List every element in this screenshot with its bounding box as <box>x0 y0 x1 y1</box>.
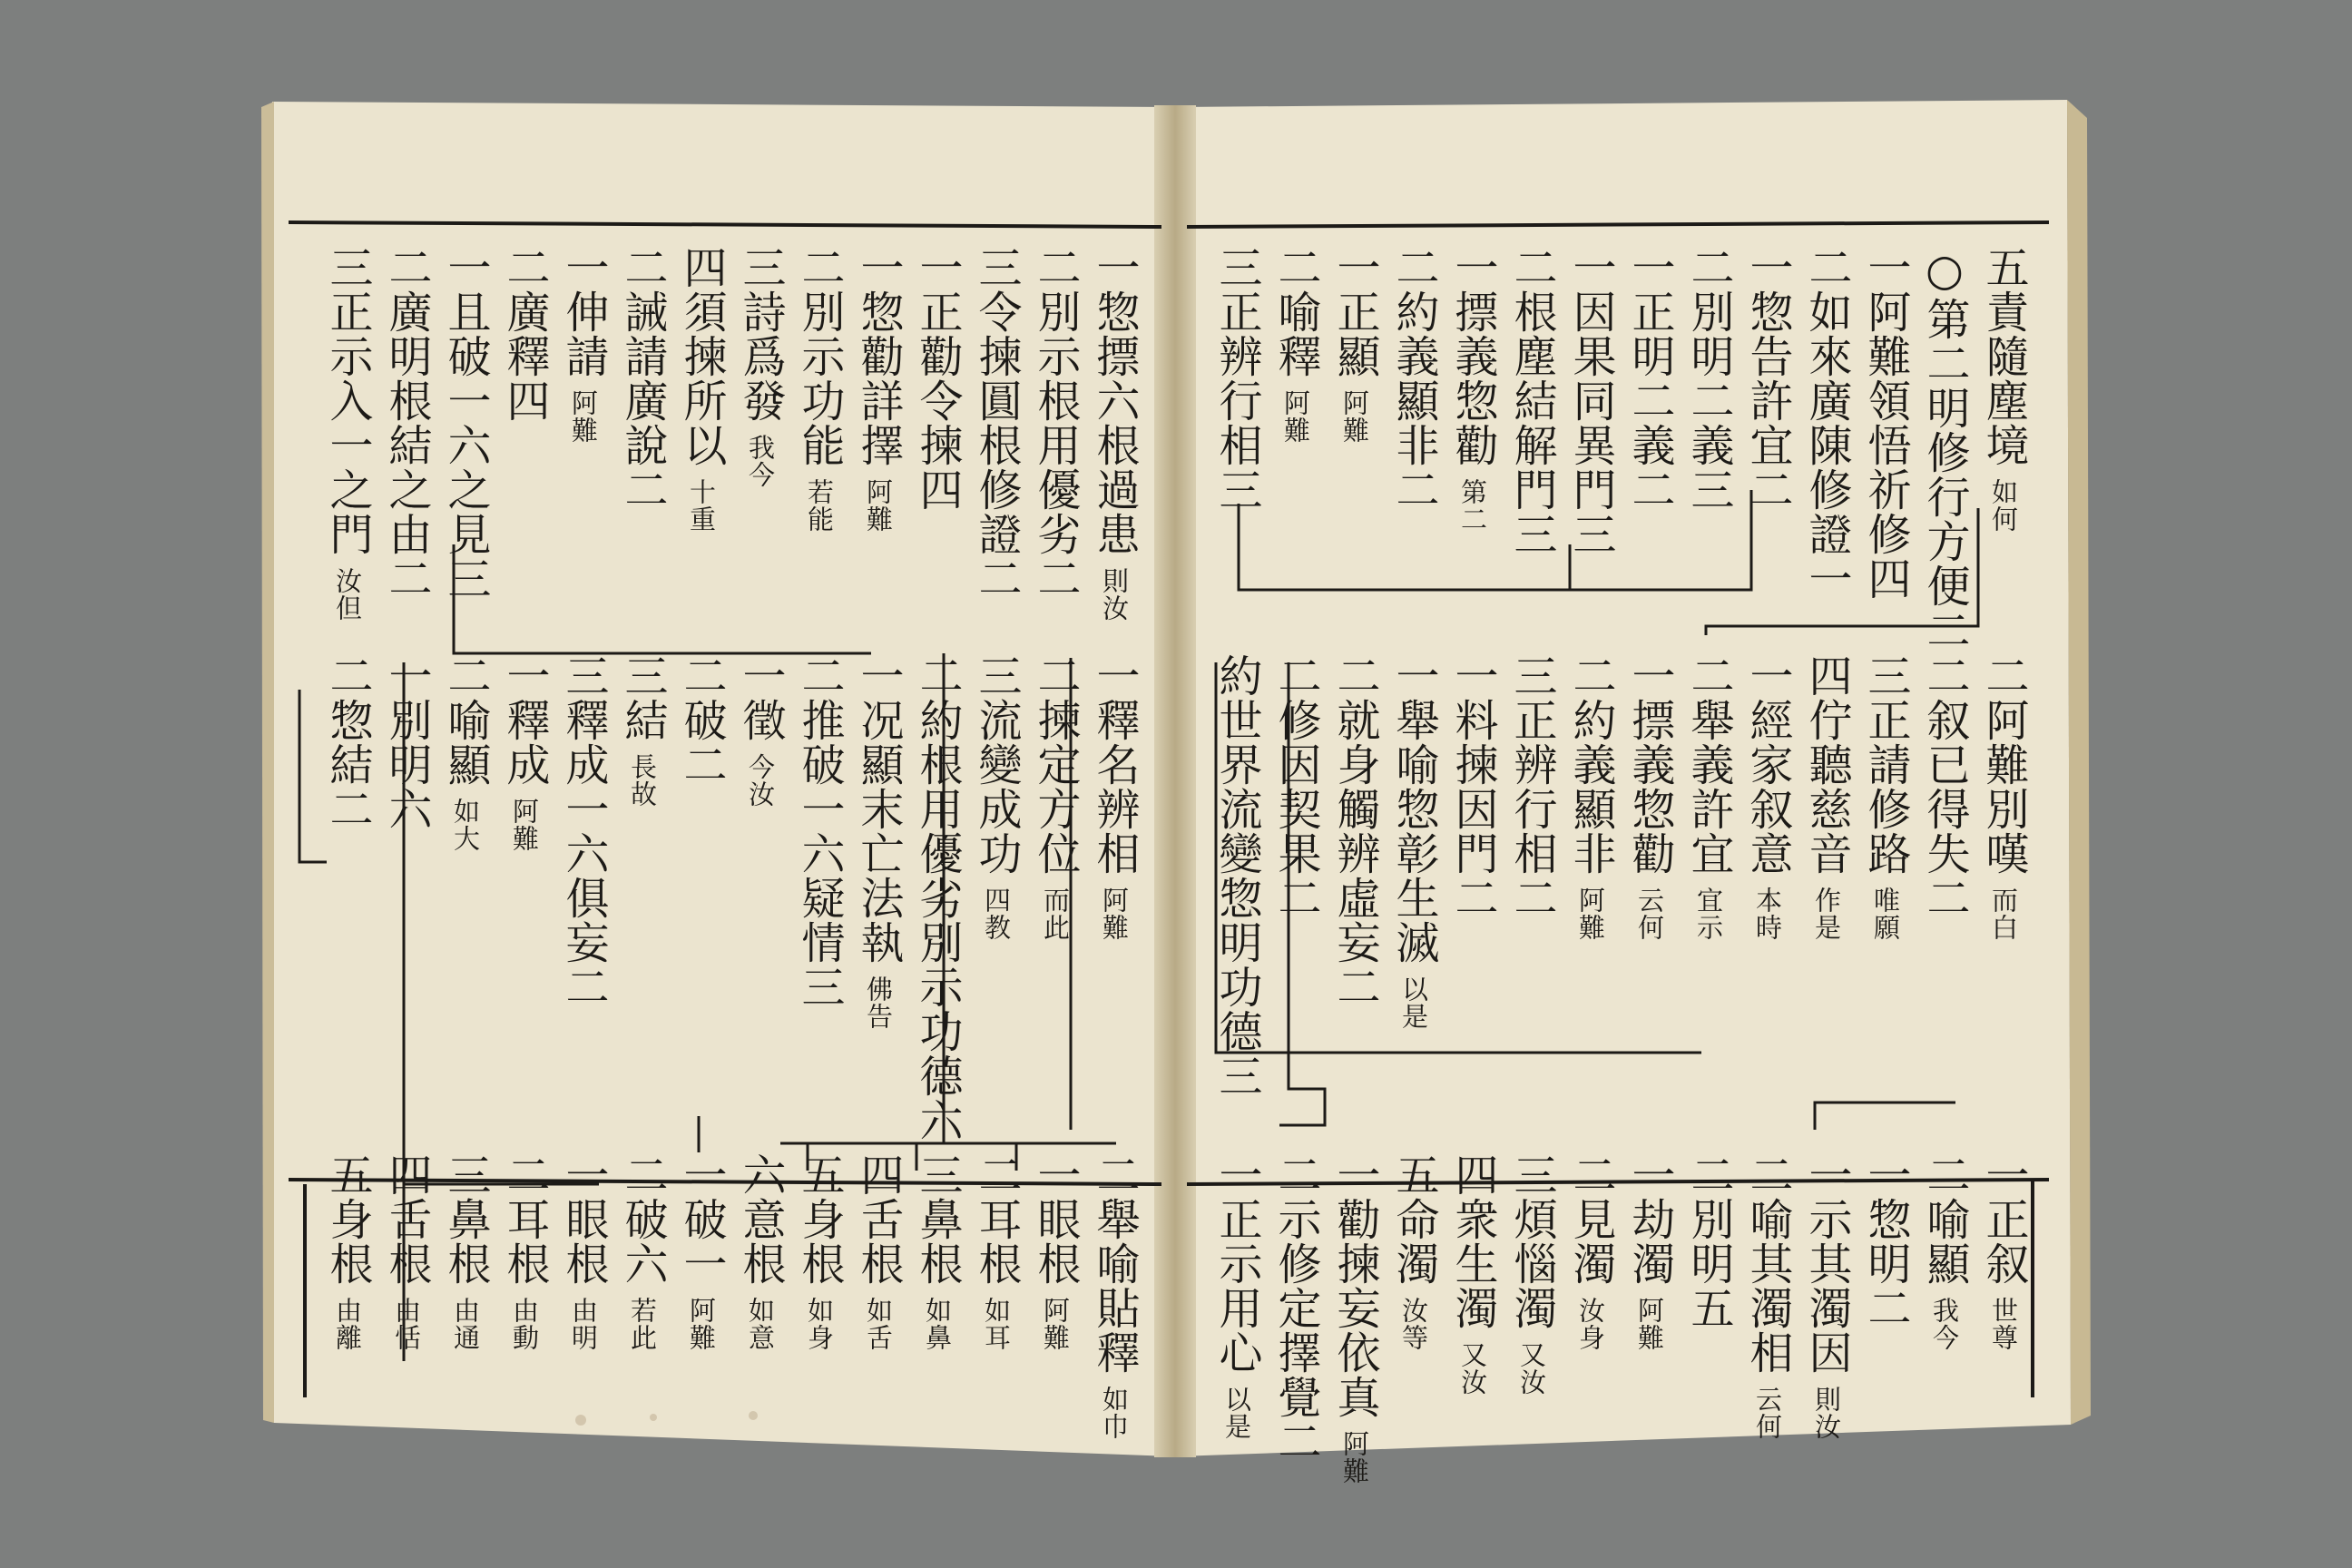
left-page-section-2-col-10 <box>558 653 609 1009</box>
entry-text: 三鼻根 <box>912 1152 963 1286</box>
left-page-section-3-col-13 <box>381 1152 432 1351</box>
entry-text: 五命濁 <box>1388 1152 1439 1286</box>
right-page-section-2-col-7 <box>1624 653 1675 941</box>
left-page-section-2-col-1 <box>1089 653 1140 941</box>
entry-text: 一劫濁 <box>1624 1152 1675 1286</box>
left-page-section-3-col-14 <box>322 1152 373 1351</box>
entry-note: 由動 <box>509 1297 540 1351</box>
page-edge-right <box>2067 100 2091 1425</box>
entry-text: 二惣結二 <box>322 653 373 831</box>
right-page-section-3-col-13 <box>1270 1152 1321 1464</box>
left-page-section-2-col-5 <box>853 653 904 1030</box>
entry-text: 二揀定方位 <box>1030 653 1081 876</box>
left-page-section-3-col-10 <box>558 1152 609 1351</box>
entry-text: 一正叙 <box>1978 1152 2029 1286</box>
entry-text: 一勸揀妄依真 <box>1329 1152 1380 1419</box>
left-page-section-3-col-3 <box>971 1152 1022 1351</box>
entry-text: 一惣摽六根過患 <box>1089 245 1140 556</box>
entry-note: 若能 <box>804 478 835 533</box>
entry-text: 四衆生濁 <box>1447 1152 1498 1330</box>
right-page-section-1-col-3 <box>1860 245 1911 601</box>
entry-text: 一釋成 <box>499 653 550 787</box>
entry-text: 一惣勸詳擇 <box>853 245 904 467</box>
entry-note: 以是 <box>1221 1386 1252 1440</box>
entry-text: 二如來廣陳修證一 <box>1801 245 1852 601</box>
entry-text: 一舉喻惣彰生滅 <box>1388 653 1439 965</box>
entry-text: 五責隨塵境 <box>1978 245 2029 467</box>
left-page-section-1-col-9 <box>617 245 668 512</box>
left-page-section-2-col-14 <box>322 653 373 831</box>
left-page-section-2-col-13 <box>381 653 432 831</box>
entry-note: 阿難 <box>1339 389 1370 444</box>
entry-text: 一正勸令揀四 <box>912 245 963 512</box>
left-page-section-1-col-14 <box>322 245 373 622</box>
left-page-section-3-col-5 <box>853 1152 904 1351</box>
entry-text: 一况顯末亡法執 <box>853 653 904 965</box>
left-page-section-2-col-7 <box>735 653 786 808</box>
right-page-section-3-col-1 <box>1978 1152 2029 1351</box>
entry-note: 唯願 <box>1870 887 1901 941</box>
entry-note: 如意 <box>745 1297 776 1351</box>
right-page-section-1-col-14 <box>1211 245 1262 512</box>
entry-text: 二舉喻貼釋 <box>1089 1152 1140 1375</box>
entry-text: 三正示入一之門 <box>322 245 373 556</box>
right-page-section-2-col-14 <box>1211 653 1262 1098</box>
left-page-section-3-col-9 <box>617 1152 668 1351</box>
entry-note: 十重 <box>686 478 717 533</box>
entry-text: 一經家叙意 <box>1742 653 1793 876</box>
entry-text: 三流變成功 <box>971 653 1022 876</box>
right-page-section-1-col-4 <box>1801 245 1852 601</box>
entry-note: 阿難 <box>509 798 540 852</box>
entry-text: 一且破一六之見三 <box>440 245 491 601</box>
entry-text: 二廣明根結之由二 <box>381 245 432 601</box>
right-page-section-2-col-2 <box>1919 653 1970 920</box>
left-page-section-1-col-12 <box>440 245 491 601</box>
entry-text: 四舌根 <box>853 1152 904 1286</box>
left-page-section-2-col-9 <box>617 653 668 808</box>
entry-note: 由通 <box>450 1297 481 1351</box>
left-page-section-3-col-7 <box>735 1152 786 1351</box>
entry-note: 阿難 <box>1099 887 1130 941</box>
right-page-section-3-col-5 <box>1742 1152 1793 1440</box>
entry-text: 一正明二義二 <box>1624 245 1675 512</box>
entry-note: 我今 <box>745 434 776 488</box>
left-page-section-3-col-2 <box>1030 1152 1081 1351</box>
entry-note: 如身 <box>804 1297 835 1351</box>
right-page-section-2-col-3 <box>1860 653 1911 941</box>
entry-note: 我今 <box>1929 1297 1960 1351</box>
left-page-section-1-col-1 <box>1089 245 1140 622</box>
right-page-section-1-col-11 <box>1388 245 1439 512</box>
entry-note: 阿難 <box>686 1297 717 1351</box>
right-page-section-3-col-6 <box>1683 1152 1734 1330</box>
entry-note: 云何 <box>1634 887 1665 941</box>
entry-note: 阿難 <box>1575 887 1606 941</box>
left-page-section-3-col-6 <box>794 1152 845 1351</box>
entry-note: 汝但 <box>332 567 363 622</box>
entry-text: 二喻顯 <box>440 653 491 787</box>
entry-text: 一正示用心 <box>1211 1152 1262 1375</box>
right-page-section-1-col-10 <box>1447 245 1498 533</box>
entry-text: 一伸請 <box>558 245 609 378</box>
right-page-section-3-col-7 <box>1624 1152 1675 1351</box>
entry-text: 一因果同異門三 <box>1565 245 1616 556</box>
right-page-section-3-col-11 <box>1388 1152 1439 1351</box>
entry-note: 汝身 <box>1575 1297 1606 1351</box>
entry-note: 佛告 <box>863 975 894 1030</box>
right-page-section-3-col-4 <box>1801 1152 1852 1440</box>
left-page-section-3-col-12 <box>440 1152 491 1351</box>
entry-text: 四舌根 <box>381 1152 432 1286</box>
entry-note: 長故 <box>627 753 658 808</box>
entry-text: 二見濁 <box>1565 1152 1616 1286</box>
entry-note: 如舌 <box>863 1297 894 1351</box>
right-page-section-3-col-12 <box>1329 1152 1380 1485</box>
left-page-section-3-col-11 <box>499 1152 550 1351</box>
left-page-section-1-col-10 <box>558 245 609 444</box>
entry-text: 二喻釋 <box>1270 245 1321 378</box>
entry-text: 二約義顯非二 <box>1388 245 1439 512</box>
entry-note: 如大 <box>450 798 481 852</box>
entry-text: 一摽義惣勸 <box>1447 245 1498 467</box>
right-page-section-2-col-13 <box>1270 653 1321 920</box>
entry-text: 三令揀圓根修證二 <box>971 245 1022 601</box>
right-page-section-2-col-10 <box>1447 653 1498 920</box>
right-page-section-1-col-9 <box>1506 245 1557 556</box>
left-page-section-2-col-6 <box>794 653 845 1009</box>
right-page-section-3-col-9 <box>1506 1152 1557 1396</box>
left-page-section-1-col-13 <box>381 245 432 601</box>
entry-text: 三煩惱濁 <box>1506 1152 1557 1330</box>
left-page-section-1-col-5 <box>853 245 904 533</box>
entry-text: 一別明六 <box>381 653 432 831</box>
entry-text: 二別明二義三 <box>1683 245 1734 512</box>
right-page-section-1-col-13 <box>1270 245 1321 444</box>
entry-note: 如耳 <box>981 1297 1012 1351</box>
entry-note: 作是 <box>1811 887 1842 941</box>
entry-text: 二耳根 <box>499 1152 550 1286</box>
left-page-section-2-col-8 <box>676 653 727 787</box>
entry-text: 五身根 <box>322 1152 373 1286</box>
left-page-section-1-col-3 <box>971 245 1022 601</box>
entry-text: 二別示根用優劣二 <box>1030 245 1081 601</box>
entry-note: 阿難 <box>1339 1430 1370 1485</box>
gutter <box>1154 105 1196 1457</box>
entry-note: 如何 <box>1988 478 2019 533</box>
entry-note: 四教 <box>981 887 1012 941</box>
left-page-section-2-col-4 <box>912 653 963 1142</box>
right-page-section-3-col-2 <box>1919 1152 1970 1351</box>
entry-text: 一摽義惣勸 <box>1624 653 1675 876</box>
entry-text: 一釋名辨相 <box>1089 653 1140 876</box>
entry-text: 三正辨行相二 <box>1506 653 1557 920</box>
entry-note: 世尊 <box>1988 1297 2019 1351</box>
entry-text: 一破一 <box>676 1152 727 1286</box>
entry-text: 二別示功能 <box>794 245 845 467</box>
right-page-section-1-col-8 <box>1565 245 1616 556</box>
entry-text: 二就身觸辨虛妄二 <box>1329 653 1380 1009</box>
entry-text: 一正顯 <box>1329 245 1380 378</box>
left-page-section-3-col-4 <box>912 1152 963 1351</box>
entry-text: 二喻其濁相 <box>1742 1152 1793 1375</box>
right-page-section-1-col-1 <box>1978 245 2029 533</box>
entry-text: 三詩爲發 <box>735 245 786 423</box>
right-page-section-1-col-7 <box>1624 245 1675 512</box>
entry-text: 一料揀因門二 <box>1447 653 1498 920</box>
right-page-section-2-col-9 <box>1506 653 1557 920</box>
entry-text: 二約義顯非 <box>1565 653 1616 876</box>
entry-note: 今汝 <box>745 753 776 808</box>
entry-text: 三正請修路 <box>1860 653 1911 876</box>
entry-note: 阿難 <box>1634 1297 1665 1351</box>
entry-text: 三鼻根 <box>440 1152 491 1286</box>
entry-note: 阿難 <box>863 478 894 533</box>
right-page-section-1-col-6 <box>1683 245 1734 512</box>
entry-text: 二誡請廣說二 <box>617 245 668 512</box>
right-page-section-3-col-14 <box>1211 1152 1262 1440</box>
entry-note: 以是 <box>1398 975 1429 1030</box>
entry-text: 二別明五 <box>1683 1152 1734 1330</box>
entry-text: 二推破一六疑情三 <box>794 653 845 1009</box>
entry-text: 二根塵結解門三 <box>1506 245 1557 556</box>
entry-text: 二喻顯 <box>1919 1152 1970 1286</box>
entry-note: 本時 <box>1752 887 1783 941</box>
right-page-section-2-col-8 <box>1565 653 1616 941</box>
entry-note: 若此 <box>627 1297 658 1351</box>
entry-text: 二破六 <box>617 1152 668 1286</box>
entry-note: 汝等 <box>1398 1297 1429 1351</box>
entry-note: 而白 <box>1988 887 2019 941</box>
left-page-section-1-col-4 <box>912 245 963 512</box>
entry-note: 宜示 <box>1693 887 1724 941</box>
left-page-section-2-col-2 <box>1030 653 1081 941</box>
entry-text: 四須揀所以 <box>676 245 727 467</box>
entry-note: 如巾 <box>1099 1386 1130 1440</box>
right-page-section-2-col-4 <box>1801 653 1852 941</box>
entry-text: 約世界流變惣明功德三 <box>1211 653 1262 1098</box>
entry-note: 由恬 <box>391 1297 422 1351</box>
entry-text: 五身根 <box>794 1152 845 1286</box>
entry-text: 二破二 <box>676 653 727 787</box>
entry-text: ○第二明修行方便二 <box>1919 245 1970 652</box>
entry-text: 四佇聽慈音 <box>1801 653 1852 876</box>
entry-text: 二約根用優劣別示功德六 <box>912 653 963 1142</box>
left-page-section-2-col-3 <box>971 653 1022 941</box>
entry-text: 二阿難別嘆 <box>1978 653 2029 876</box>
entry-note: 由明 <box>568 1297 599 1351</box>
page-edge-left <box>261 102 274 1423</box>
entry-text: 六意根 <box>735 1152 786 1286</box>
right-page-section-2-col-1 <box>1978 653 2029 941</box>
entry-note: 則汝 <box>1811 1386 1842 1440</box>
entry-note: 云何 <box>1752 1386 1783 1440</box>
right-page-section-3-col-3 <box>1860 1152 1911 1330</box>
left-page-section-3-col-1 <box>1089 1152 1140 1440</box>
right-page-section-2-col-6 <box>1683 653 1734 941</box>
right-page-section-3-col-10 <box>1447 1152 1498 1396</box>
entry-text: 一徵 <box>735 653 786 742</box>
entry-text: 二耳根 <box>971 1152 1022 1286</box>
right-page-section-1-col-12 <box>1329 245 1380 444</box>
entry-text: 二廣釋四 <box>499 245 550 423</box>
entry-note: 第二 <box>1457 478 1488 533</box>
right-page-section-1-col-5 <box>1742 245 1793 512</box>
right-page-section-3-col-8 <box>1565 1152 1616 1351</box>
left-page-section-1-col-2 <box>1030 245 1081 601</box>
entry-text: 一眼根 <box>558 1152 609 1286</box>
right-page-section-2-col-12 <box>1329 653 1380 1009</box>
right-page-section-1-col-2 <box>1919 245 1970 652</box>
entry-note: 又汝 <box>1516 1341 1547 1396</box>
left-page-section-2-col-11 <box>499 653 550 852</box>
left-page-section-1-col-8 <box>676 245 727 533</box>
entry-text: 一惣告許宜二 <box>1742 245 1793 512</box>
entry-text: 一阿難領悟祈修四 <box>1860 245 1911 601</box>
entry-note: 而此 <box>1040 887 1071 941</box>
left-page-section-2-col-12 <box>440 653 491 852</box>
entry-note: 如鼻 <box>922 1297 953 1351</box>
entry-text: 二叙已得失二 <box>1919 653 1970 920</box>
left-page-section-3-col-8 <box>676 1152 727 1351</box>
entry-text: 一示其濁因 <box>1801 1152 1852 1375</box>
entry-note: 阿難 <box>1280 389 1311 444</box>
entry-note: 則汝 <box>1099 567 1130 622</box>
entry-text: 三正辨行相三 <box>1211 245 1262 512</box>
entry-note: 又汝 <box>1457 1341 1488 1396</box>
entry-note: 阿難 <box>568 389 599 444</box>
entry-text: 二示修定擇覺二 <box>1270 1152 1321 1464</box>
left-page-section-1-col-6 <box>794 245 845 533</box>
entry-text: 三釋成一六俱妄二 <box>558 653 609 1009</box>
entry-text: 一惣明二 <box>1860 1152 1911 1330</box>
entry-note: 阿難 <box>1040 1297 1071 1351</box>
right-page-section-2-col-5 <box>1742 653 1793 941</box>
left-page-section-1-col-7 <box>735 245 786 488</box>
entry-text: 一眼根 <box>1030 1152 1081 1286</box>
left-page-section-1-col-11 <box>499 245 550 423</box>
entry-text: 二舉義許宜 <box>1683 653 1734 876</box>
entry-note: 由離 <box>332 1297 363 1351</box>
entry-text: 二修因契果二 <box>1270 653 1321 920</box>
entry-text: 三結 <box>617 653 668 742</box>
right-page-section-2-col-11 <box>1388 653 1439 1030</box>
